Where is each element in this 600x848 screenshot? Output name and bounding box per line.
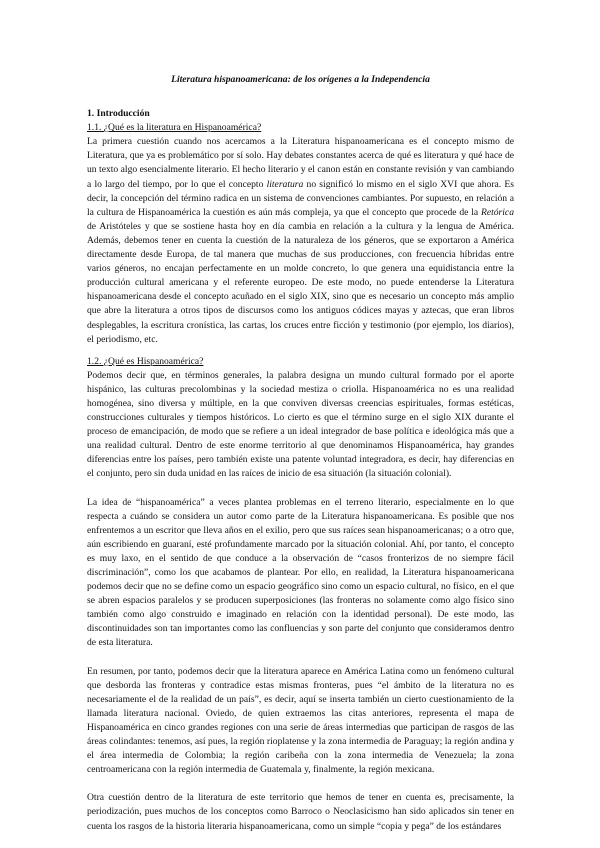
paragraph-idea-hispanoamerica: La idea de “hispanoamérica” a veces plantea problemas en el terreno literario, especialmente en lo que respecta a cuándo se considera un autor como parte de la Literatura hispanoamericana. Es posible que nos enfrentemos a un escritor que lleva años en el exilio, pero que sus raíces sean hispanoamericanas; o a otro que, aún escribiendo en guaraní, esté profundamente marcado por la situación colonial. Ahí, por tanto, el concepto es muy laxo, en el sentido de que conduce a la observación de “casos fronterizos de no siempre fácil discriminación”, como los que acabamos de plantear. Por ello, en realidad, la Literatura hispanoamericana podemos decir que no se define como un espacio geográfico sino como un espacio cultural, no físico, en el que se abren espacios paralelos y se producen superposiciones (las fronteras no solamente como algo físico sino también como algo construido e imaginado en relación con la identidad personal). De este modo, las discontinuidades son tan importantes como las confluencias y son parte del conjunto que consideramos dentro de esta literatura.: [87, 496, 514, 649]
subsection-heading-1-2: 1.2. ¿Qué es Hispanoamérica?: [87, 355, 204, 367]
paragraph-periodizacion: Otra cuestión dentro de la literatura de este territorio que hemos de tener en cuenta es, precisamente, la periodización, pues muchos de los conceptos como Barroco o Neoclasicismo han sido aplicados sin tener en cuenta los rasgos de la historia literaria hispanoamericana, como un simple “copia y pega” de los estándares: [87, 792, 514, 832]
paragraph-literatura: La primera cuestión cuando nos acercamos a la Literatura hispanoamericana es el concepto mismo de Literatura, que ya es problemático por sí solo. Hay debates constantes acerca de qué es literatura y qué hace de un texto algo esencialmente literario. El hecho literario y el canon están en constante revisión y van cambiando a lo largo del tiempo, por lo que el concepto literatura no significó lo mismo en el siglo XVI que ahora. Es decir, la concepción del término radica en un sistema de convenciones cambiantes. Por supuesto, en relación a la cultura de Hispanoamérica la cuestión es aún más compleja, ya que el concepto que procede de la Retórica de Aristóteles y que se sostiene hasta hoy en día cambia en relación a la cultura y la lengua de América. Además, debemos tener en cuenta la cuestión de la naturaleza de los géneros, que se exportaron a América directamente desde Europa, de tal manera que muchas de sus producciones, con frecuencia híbridas entre varios géneros, no encajan perfectamente en un molde concreto, lo que genera una equidistancia entre la producción cultural americana y el referente europeo. De este modo, no puede entenderse la Literatura hispanoamericana desde el concepto acuñado en el siglo XIX, sino que es necesario un concepto más amplio que abre la literatura a otros tipos de discursos como los antiguos códices mayas y aztecas, que eran libros desplegables, la escritura cronística, las cartas, los cruces entre ficción y testimonio (por ejemplo, los diarios), el periodismo, etc.: [87, 136, 514, 345]
paragraph-resumen: En resumen, por tanto, podemos decir que la literatura aparece en América Latina como un fenómeno cultural que desborda las fronteras y contradice estas mismas fronteras, pues “el ámbito de la literatura no es necesariamente el de la realidad de un país”, es decir, aquí se inserta también un cierto cuestionamiento de la llamada literatura nacional. Oviedo, de quien extraemos las citas anteriores, representa el mapa de Hispanoamérica en cinco grandes regiones con una serie de áreas intermedias que participan de rasgos de las áreas colindantes: tenemos, así pues, la región rioplatense y la zona intermedia de Paraguay; la región andina y el área intermedia de Colombia; la región caribeña con la zona intermedia de Venezuela; la zona centroamericana con la región intermedia de Guatemala y, finalmente, la región mexicana.: [87, 665, 514, 776]
paragraph-hispanoamerica: Podemos decir que, en términos generales, la palabra designa un mundo cultural formado por el aporte hispánico, las culturas precolombinas y la sociedad mestiza o criolla. Hispanoamérica no es una realidad homogénea, sino diversa y múltiple, en la que conviven diversas creencias espirituales, formas estéticas, construcciones culturales y tiempos históricos. Lo cierto es que el término surge en el siglo XIX durante el proceso de emancipación, de modo que se refiere a un ideal integrador de base política e ideológica más que a una realidad cultural. Dentro de este enorme territorio al que denominamos Hispanoamérica, hay grandes diferencias entre los países, pero también existe una patente voluntad integradora, es decir, hay diferencias en el conjunto, pero sin duda unidad en las raíces de inicio de esa situación (la situación colonial).: [87, 369, 514, 480]
section-heading-introduccion: 1. Introducción: [87, 108, 150, 120]
document-title: Literatura hispanoamericana: de los orígenes a la Independencia: [171, 74, 430, 85]
italic-term-literatura: literatura: [266, 178, 304, 190]
italic-term-retorica: Retórica: [480, 206, 514, 218]
subsection-heading-1-1: 1.1. ¿Qué es la literatura en Hispanoamérica?: [87, 122, 262, 134]
